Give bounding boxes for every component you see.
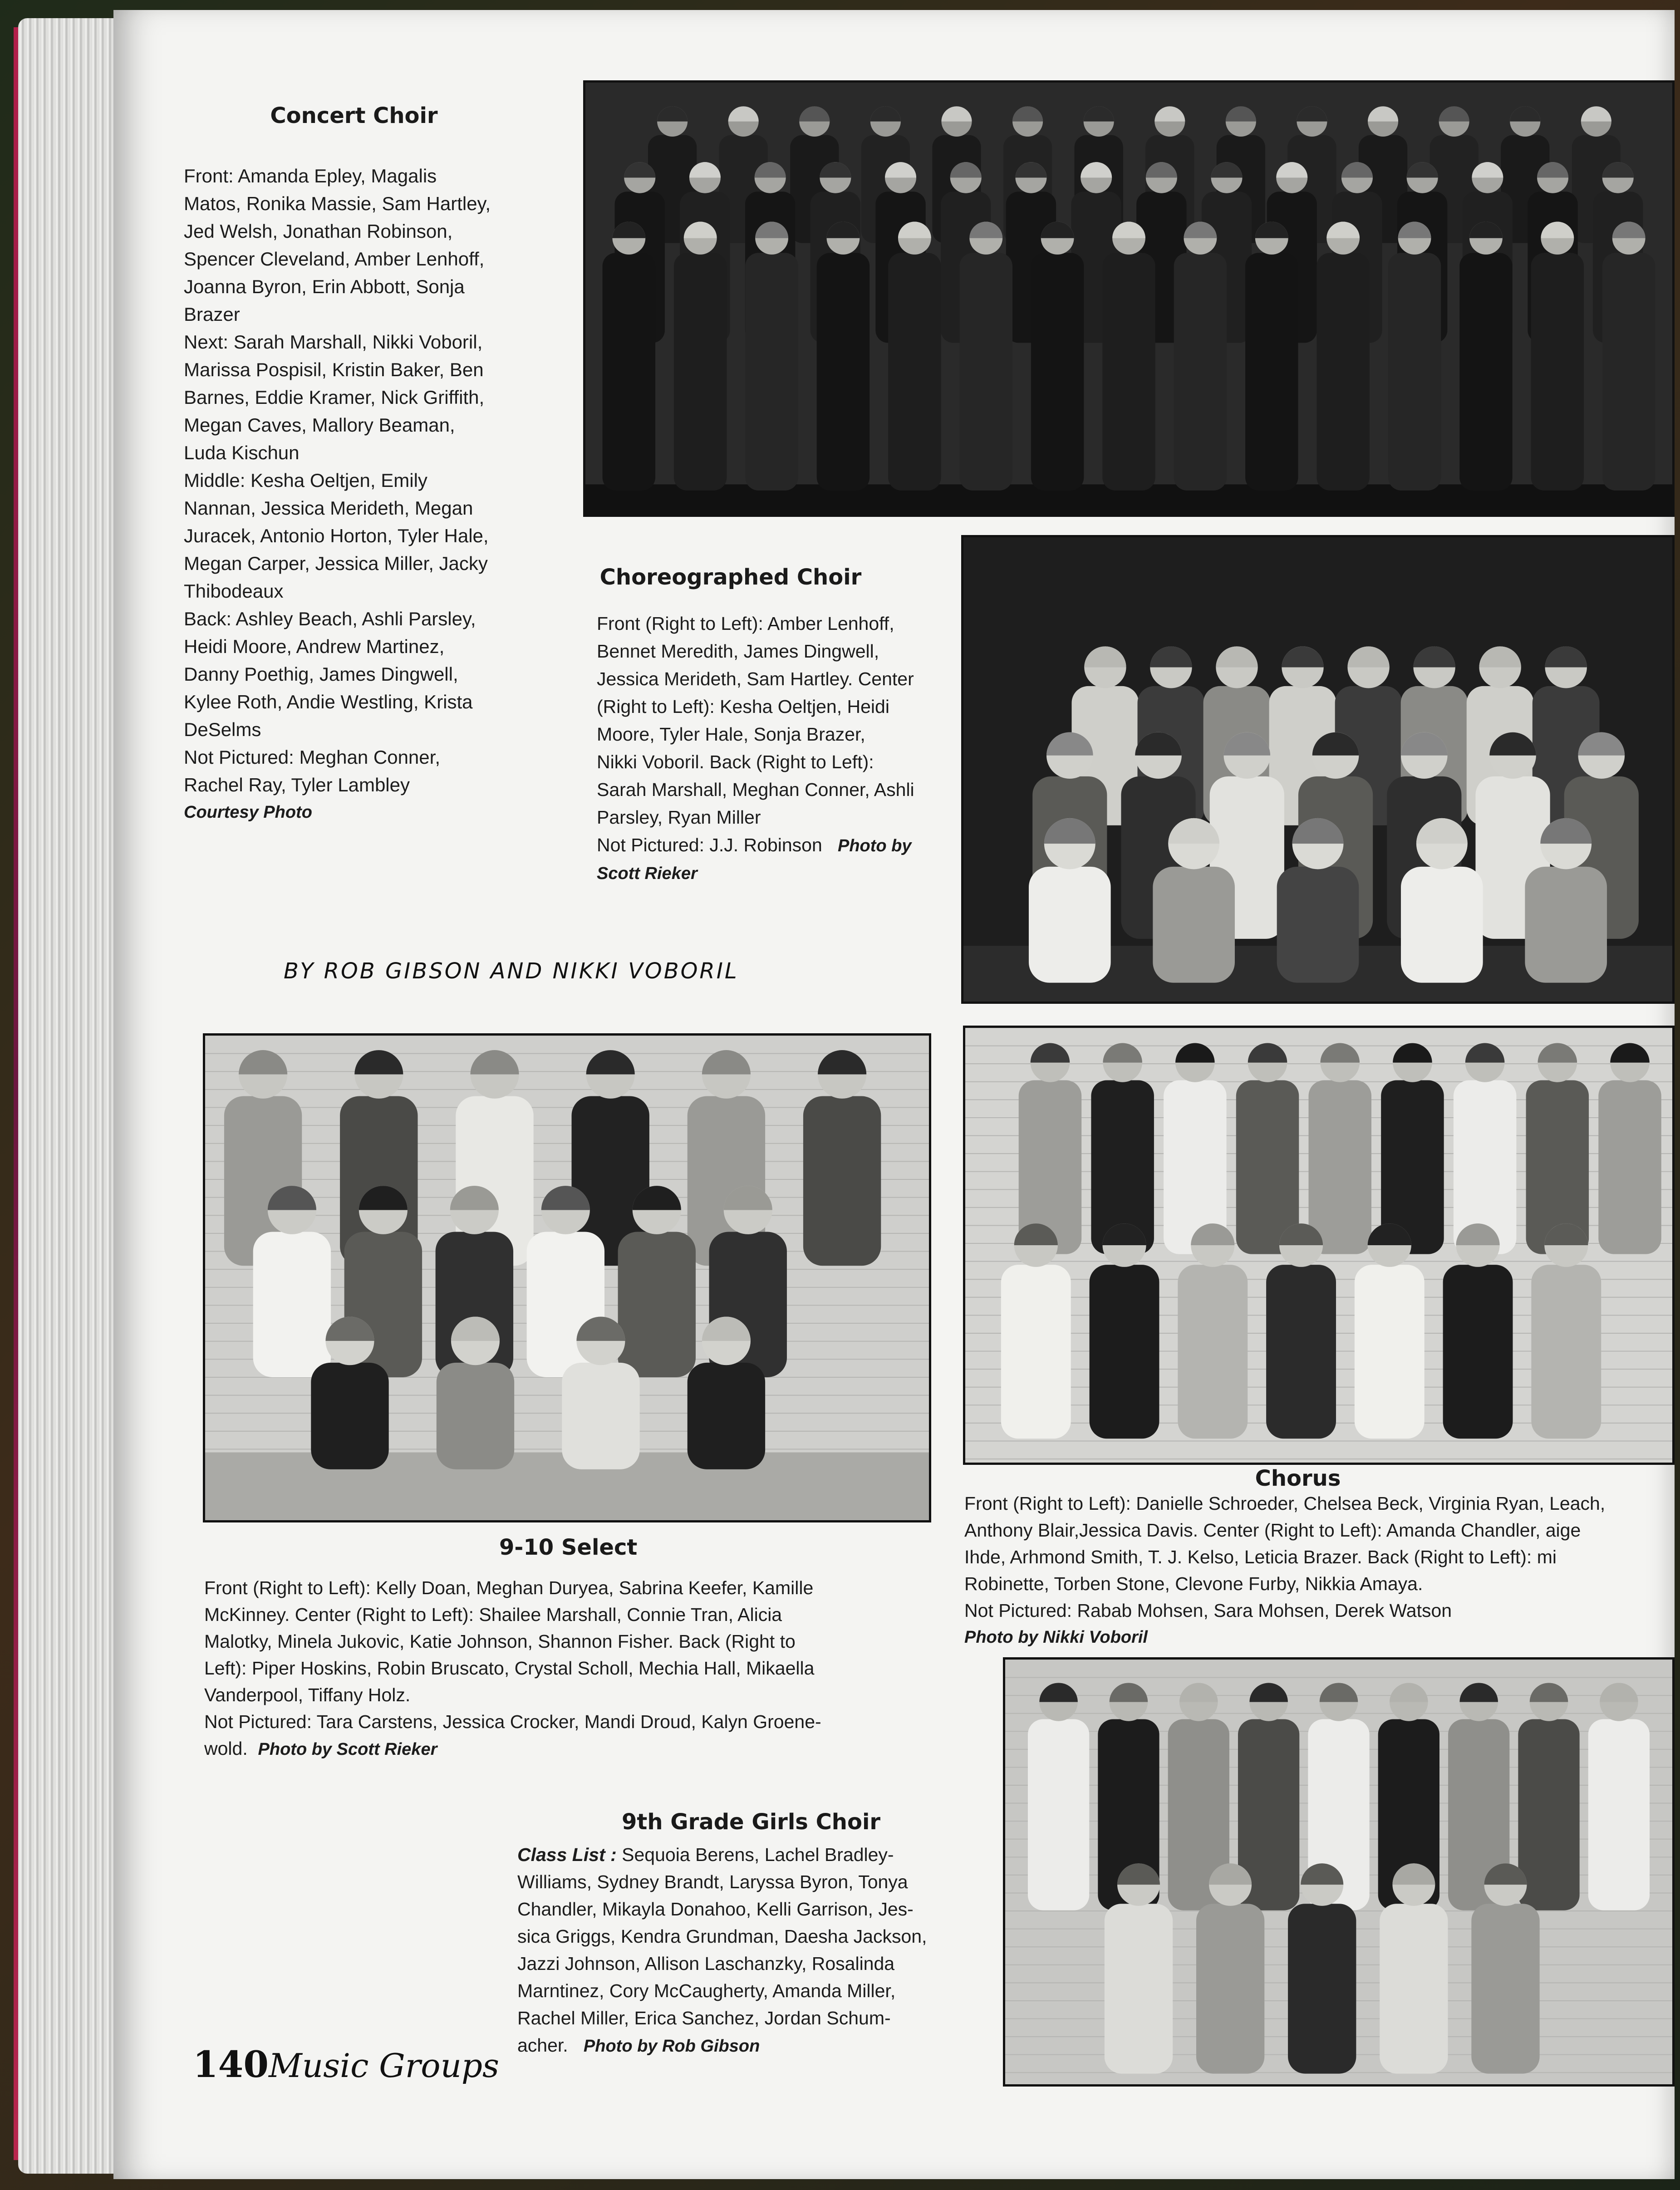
select-choir-line: Vanderpool, Tiffany Holz.	[204, 1684, 411, 1705]
person-figure	[1031, 222, 1084, 491]
concert-choir-line: Megan Caves, Mallory Beaman,	[184, 414, 455, 436]
person-figure	[674, 222, 727, 491]
concert-choir-line: Middle: Kesha Oeltjen, Emily	[184, 470, 427, 491]
choreographed-credit-1: Photo by	[837, 836, 912, 855]
choreographed-choir-line: Nikki Voboril. Back (Right to Left):	[597, 751, 874, 772]
select-choir-line: Malotky, Minela Jukovic, Katie Johnson, Shannon Fisher. Back (Right to	[204, 1631, 796, 1652]
yearbook-page	[113, 10, 1675, 2179]
concert-choir-line: Marissa Pospisil, Kristin Baker, Ben	[184, 359, 484, 380]
chorus-line: Front (Right to Left): Danielle Schroeder, Chelsea Beck, Virginia Ryan, Leach,	[964, 1493, 1606, 1514]
concert-choir-line: Jed Welsh, Jonathan Robinson,	[184, 221, 453, 242]
choreographed-choir-line: Parsley, Ryan Miller	[597, 807, 761, 828]
person-figure	[1602, 222, 1655, 491]
person-figure	[603, 222, 655, 491]
person-figure	[1459, 222, 1512, 491]
concert-choir-line: Front: Amanda Epley, Magalis	[184, 165, 437, 187]
concert-choir-line: Juracek, Antonio Horton, Tyler Hale,	[184, 525, 489, 546]
chorus-line: Not Pictured: Rabab Mohsen, Sara Mohsen, Derek Watson	[964, 1600, 1452, 1621]
girls-choir-photo	[1003, 1657, 1675, 2087]
page-number: 140	[193, 2043, 269, 2086]
concert-choir-line: Danny Poethig, James Dingwell,	[184, 663, 458, 685]
select-last-line: wold.	[204, 1738, 248, 1759]
book-page-edges	[18, 18, 123, 2174]
concert-choir-line: Luda Kischun	[184, 442, 300, 463]
girls-choir-credit: Photo by Rob Gibson	[583, 2037, 760, 2056]
article-byline: BY ROB GIBSON AND NIKKI VOBORIL	[284, 958, 739, 984]
concert-choir-heading: Concert Choir	[270, 103, 438, 128]
page-folio	[193, 2043, 499, 2086]
choreographed-choir-line: Moore, Tyler Hale, Sonja Brazer,	[597, 724, 865, 745]
girls-choir-heading: 9th Grade Girls Choir	[622, 1809, 881, 1835]
chorus-credit: Photo by Nikki Voboril	[964, 1628, 1148, 1647]
concert-choir-line: Next: Sarah Marshall, Nikki Voboril,	[184, 331, 483, 353]
chorus-line: Robinette, Torben Stone, Clevone Furby, Nikkia Amaya.	[964, 1573, 1423, 1594]
concert-choir-line: Back: Ashley Beach, Ashli Parsley,	[184, 608, 476, 629]
choreographed-choir-line: (Right to Left): Kesha Oeltjen, Heidi	[597, 696, 889, 717]
select-caption	[204, 1575, 930, 1763]
girls-choir-line: Rachel Miller, Erica Sanchez, Jordan Schum-	[517, 2008, 891, 2028]
person-figure	[1245, 222, 1298, 491]
concert-choir-photo	[583, 80, 1675, 517]
person-figure	[1531, 222, 1584, 491]
concert-choir-line: Not Pictured: Meghan Conner,	[184, 746, 440, 768]
concert-choir-caption	[184, 162, 560, 826]
select-choir-line: Left): Piper Hoskins, Robin Bruscato, Crystal Scholl, Mechia Hall, Mikaella	[204, 1658, 815, 1679]
person-figure	[1388, 222, 1441, 491]
select-choir-photo	[203, 1033, 931, 1522]
chorus-heading: Chorus	[1255, 1466, 1341, 1491]
select-choir-line: McKinney. Center (Right to Left): Shailee Marshall, Connie Tran, Alicia	[204, 1604, 782, 1625]
chorus-caption	[964, 1490, 1675, 1651]
select-choir-line: Not Pictured: Tara Carstens, Jessica Crocker, Mandi Droud, Kalyn Groene-	[204, 1711, 821, 1732]
choreographed-choir-heading: Choreographed Choir	[599, 565, 862, 590]
girls-choir-class-list-label: Class List :	[517, 1844, 617, 1865]
person-figure	[1174, 222, 1227, 491]
girls-choir-first-line: Sequoia Berens, Lachel Bradley-	[622, 1844, 894, 1865]
select-heading: 9-10 Select	[499, 1535, 638, 1560]
chorus-photo	[963, 1026, 1675, 1465]
concert-choir-line: Megan Carper, Jessica Miller, Jacky	[184, 553, 488, 574]
concert-choir-line: Brazer	[184, 304, 240, 325]
select-choir-line: Front (Right to Left): Kelly Doan, Meghan Duryea, Sabrina Keefer, Kamille	[204, 1577, 814, 1598]
girls-choir-caption	[517, 1841, 980, 2060]
girls-choir-line: Marntinez, Cory McCaugherty, Amanda Miller,	[517, 1980, 896, 2001]
concert-choir-line: Spencer Cleveland, Amber Lenhoff,	[184, 248, 485, 270]
choreographed-choir-photo	[961, 535, 1675, 1004]
choreographed-choir-line: Bennet Meredith, James Dingwell,	[597, 641, 879, 662]
section-name: Music Groups	[269, 2047, 499, 2085]
concert-choir-line: Heidi Moore, Andrew Martinez,	[184, 636, 445, 657]
person-figure	[888, 222, 941, 491]
concert-choir-line: Barnes, Eddie Kramer, Nick Griffith,	[184, 387, 485, 408]
choreographed-choir-line: Front (Right to Left): Amber Lenhoff,	[597, 613, 894, 634]
concert-choir-line: Nannan, Jessica Merideth, Megan	[184, 497, 473, 519]
concert-choir-credit: Courtesy Photo	[184, 803, 312, 822]
concert-choir-line: Kylee Roth, Andie Westling, Krista	[184, 691, 473, 712]
girls-choir-line: Jazzi Johnson, Allison Laschanzky, Rosalinda	[517, 1953, 895, 1974]
person-figure	[1316, 222, 1369, 491]
choreographed-choir-line: Jessica Merideth, Sam Hartley. Center	[597, 668, 914, 689]
girls-choir-last-line: acher.	[517, 2035, 568, 2056]
select-credit: Photo by Scott Rieker	[258, 1740, 437, 1759]
person-figure	[817, 222, 869, 491]
girls-choir-line: Williams, Sydney Brandt, Laryssa Byron, Tonya	[517, 1871, 908, 1892]
choreographed-not-pictured: Not Pictured: J.J. Robinson	[597, 835, 822, 855]
girls-choir-line: Chandler, Mikayla Donahoo, Kelli Garrison, Jes-	[517, 1899, 914, 1920]
girls-choir-line: sica Griggs, Kendra Grundman, Daesha Jackson,	[517, 1926, 927, 1947]
choreographed-choir-line: Sarah Marshall, Meghan Conner, Ashli	[597, 779, 914, 800]
chorus-line: Ihde, Arhmond Smith, T. J. Kelso, Leticia Brazer. Back (Right to Left): mi	[964, 1547, 1557, 1567]
concert-choir-line: Rachel Ray, Tyler Lambley	[184, 774, 410, 795]
chorus-line: Anthony Blair,Jessica Davis. Center (Right to Left): Amanda Chandler, aige	[964, 1520, 1581, 1541]
concert-choir-line: Joanna Byron, Erin Abbott, Sonja	[184, 276, 465, 297]
person-figure	[959, 222, 1012, 491]
concert-choir-line: DeSelms	[184, 719, 261, 740]
concert-choir-line: Thibodeaux	[184, 580, 284, 602]
choreographed-credit-2: Scott Rieker	[597, 864, 698, 883]
concert-choir-line: Matos, Ronika Massie, Sam Hartley,	[184, 193, 491, 214]
person-figure	[745, 222, 798, 491]
choreographed-choir-caption	[597, 610, 969, 888]
person-figure	[1102, 222, 1155, 491]
